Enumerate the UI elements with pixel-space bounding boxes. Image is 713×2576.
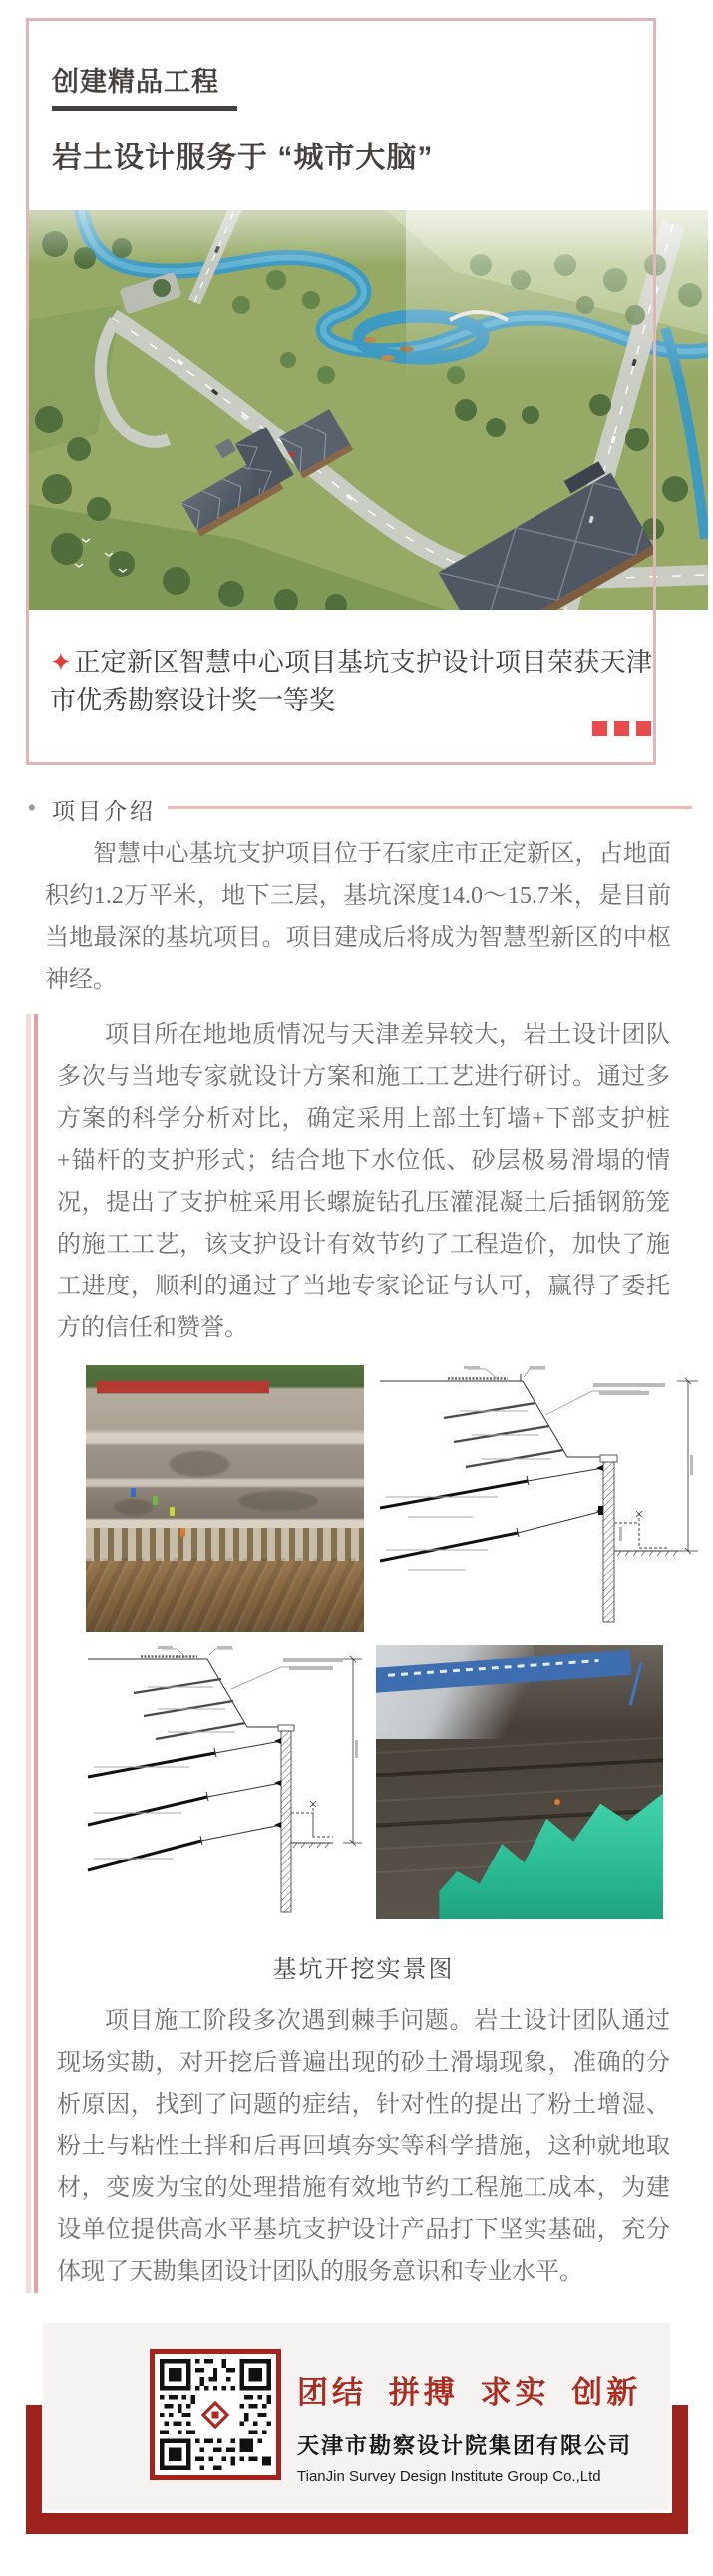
excavation-pit-pile-wall-photo [86, 1365, 364, 1632]
page-title: 创建精品工程 [52, 67, 219, 97]
bullet-icon: • [28, 795, 36, 820]
paragraph-construction: 项目施工阶段多次遇到棘手问题。岩土设计团队通过现场实勘，对开挖后普遍出现的砂土滑塌现象，准确的分析原因，找到了问题的症结，针对性的提出了粉土增湿、粉土与粘性土拌和后再回填夯实等科学措施，这种就地取材，变废为宝的处理措施有效地节约工程施工成本，为建设单位提供高水平基坑支护设计产品打下坚实基础，充分体现了天勘集团设计团队的服务意识和专业水平。 [57, 2008, 670, 2285]
worker-figure [180, 1528, 185, 1537]
figure-caption: 基坑开挖实景图 [272, 1957, 455, 1983]
figure-grid [86, 1365, 698, 1919]
wechat-qr-code [150, 2349, 281, 2480]
quote-block [26, 1014, 670, 2293]
support-section-drawing-lower [86, 1645, 362, 1919]
paragraph-design: 项目所在地地质情况与天津差异较大，岩土设计团队多次与当地专家就设计方案和施工工艺进行研讨。通过多方案的科学分析对比，确定采用上部土钉墙+下部支护桩+锚杆的支护形式；结合地下水位低、砂层极易滑塌的情况，提出了支护桩采用长螺旋钻孔压灌混凝土后插钢筋笼的施工工艺，该支护设计有效节约了工程造价，加快了施工进度，顺利的通过了当地专家论证与认可，赢得了委托方的信任和赞誉。 [57, 1022, 670, 1341]
paragraph-intro: 智慧中心基坑支护项目位于石家庄市正定新区，占地面积约1.2万平米，地下三层，基坑深度14.0～15.7米，是目前当地最深的基坑项目。项目建成后将成为智慧型新区的中枢神经。 [45, 841, 671, 993]
section-title: 项目介绍 [52, 798, 156, 824]
footer-brand-block [26, 2323, 688, 2534]
company-name-cn: 天津市勘察设计院集团有限公司 [297, 2433, 633, 2458]
red-square-icon [592, 721, 607, 736]
quote-bar-dark [34, 1014, 38, 2293]
company-slogan: 团结 拼搏 求实 创新 [297, 2375, 642, 2410]
page-subtitle: 岩土设计服务于 “城市大脑” [52, 142, 434, 174]
award-caption [50, 644, 652, 719]
worker-figure [170, 1507, 175, 1516]
support-section-drawing-upper [378, 1365, 698, 1632]
excavation-slope-green-tarp-photo [376, 1645, 663, 1919]
red-squares-decoration [592, 721, 651, 736]
section-divider-line [168, 806, 692, 809]
worker-figure [153, 1496, 158, 1505]
red-square-icon [636, 721, 651, 736]
red-square-icon [614, 721, 629, 736]
quote-bar-light [26, 1014, 31, 2293]
aerial-rendering-image [27, 210, 708, 610]
site-banner [97, 1381, 269, 1393]
diamond-star-icon: ✦ [50, 648, 72, 677]
award-caption-text: 正定新区智慧中心项目基坑支护设计项目荣获天津市优秀勘察设计奖一等奖 [50, 648, 652, 715]
company-name-en: TianJin Survey Design Institute Group Co.,Ltd [297, 2468, 601, 2485]
orange-marker [554, 1799, 560, 1805]
worker-figure [131, 1488, 136, 1497]
title-underline [52, 106, 237, 111]
section-header [28, 793, 696, 823]
